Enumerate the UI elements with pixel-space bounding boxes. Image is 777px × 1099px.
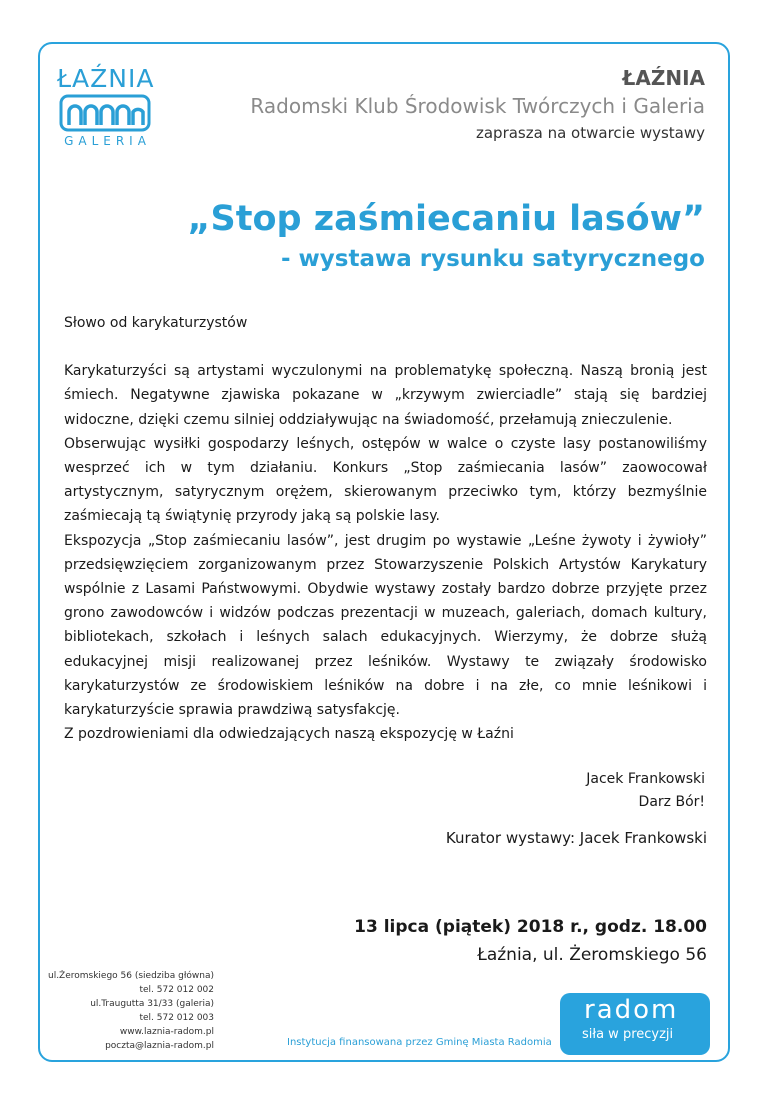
organizer-subtitle: Radomski Klub Środowisk Twórczych i Galeria <box>250 94 705 118</box>
intro-line: Słowo od karykaturzystów <box>64 315 248 331</box>
logo-sub: GALERIA <box>64 134 151 148</box>
radom-slogan: siła w precyzji <box>582 1027 674 1042</box>
paragraph: Z pozdrowieniami dla odwiedzających naszą ekspozycję w Łaźni <box>64 726 514 743</box>
paragraph: Ekspozycja „Stop zaśmiecaniu lasów”, jest drugim po wystawie „Leśne żywoty i żywioły” przedsięwzięciem zorganizowanym przez Stowarzyszenie Polskich Artystów Karykatury wspólnie z Lasami Państwowymi. Obydwie wystawy zostały bardzo dobrze przyjęte przez grono zawodowców i widzów podczas prezentacji w muzeach, galeriach, domach kultury, bibliotekach, szkołach i leśnych salach edukacyjnych. Wierzymy, że dobrze służą edukacyjnej misji realizowanej przez leśników. Wystawy te związały środowisko karykaturzystów ze środowiskiem leśników na dobre i na złe, co mnie leśnikowi i karykaturzyście sprawia prawdziwą satysfakcję. <box>64 532 707 719</box>
laznia-arches-icon <box>59 94 151 132</box>
paragraph: Obserwując wysiłki gospodarzy leśnych, ostępów w walce o czyste lasy postanowiliśmy wesprzeć ich w tym działaniu. Konkurs „Stop zaśmiecania lasów” zaowocował artystycznym, satyrycznym orężem, skierowanym przeciwko tym, którzy bezmyślnie zaśmiecają tą świątynię przyrody jaką są polskie lasy. <box>64 435 707 525</box>
signature <box>586 768 705 814</box>
contact-line: tel. 572 012 002 <box>139 985 214 995</box>
contact-line: ul.Traugutta 31/33 (galeria) <box>90 999 214 1009</box>
funding-note: Instytucja finansowana przez Gminę Miasta Radomia <box>287 1037 552 1048</box>
contact-line: tel. 572 012 003 <box>139 1013 214 1023</box>
invitation-line: zaprasza na otwarcie wystawy <box>475 124 705 142</box>
paragraph: Karykaturzyści są artystami wyczulonymi na problematykę społeczną. Naszą bronią jest śmiech. Negatywne zjawiska pokazane w „krzywym zwierciadle” stają się bardziej widoczne, dzięki czemu silniej oddziaływując na świadomość, przełamują znieczulenie. <box>64 363 707 428</box>
organizer-name: ŁAŹNIA <box>622 66 705 90</box>
logo-word: ŁAŹNIA <box>57 64 155 93</box>
title-sub: - wystawa rysunku satyrycznego <box>280 246 705 272</box>
radom-logo <box>560 993 710 1055</box>
website-link[interactable]: www.laznia-radom.pl <box>119 1027 214 1037</box>
email-link[interactable]: poczta@laznia-radom.pl <box>105 1041 214 1051</box>
radom-word: radom <box>584 995 679 1025</box>
body-text <box>64 311 707 746</box>
contact-info <box>48 969 214 1053</box>
exhibition-title <box>188 196 705 276</box>
signature-name: Jacek Frankowski <box>586 771 705 787</box>
signature-greeting: Darz Bór! <box>638 794 705 810</box>
title-main: „Stop zaśmiecaniu lasów” <box>187 199 705 239</box>
laznia-logo <box>57 66 153 148</box>
curator-line: Kurator wystawy: Jacek Frankowski <box>445 829 707 847</box>
contact-line: ul.Żeromskiego 56 (siedziba główna) <box>47 971 214 981</box>
event-info <box>354 913 707 969</box>
header <box>250 65 705 145</box>
event-place: Łaźnia, ul. Żeromskiego 56 <box>477 945 707 965</box>
event-date: 13 lipca (piątek) 2018 r., godz. 18.00 <box>354 917 707 937</box>
